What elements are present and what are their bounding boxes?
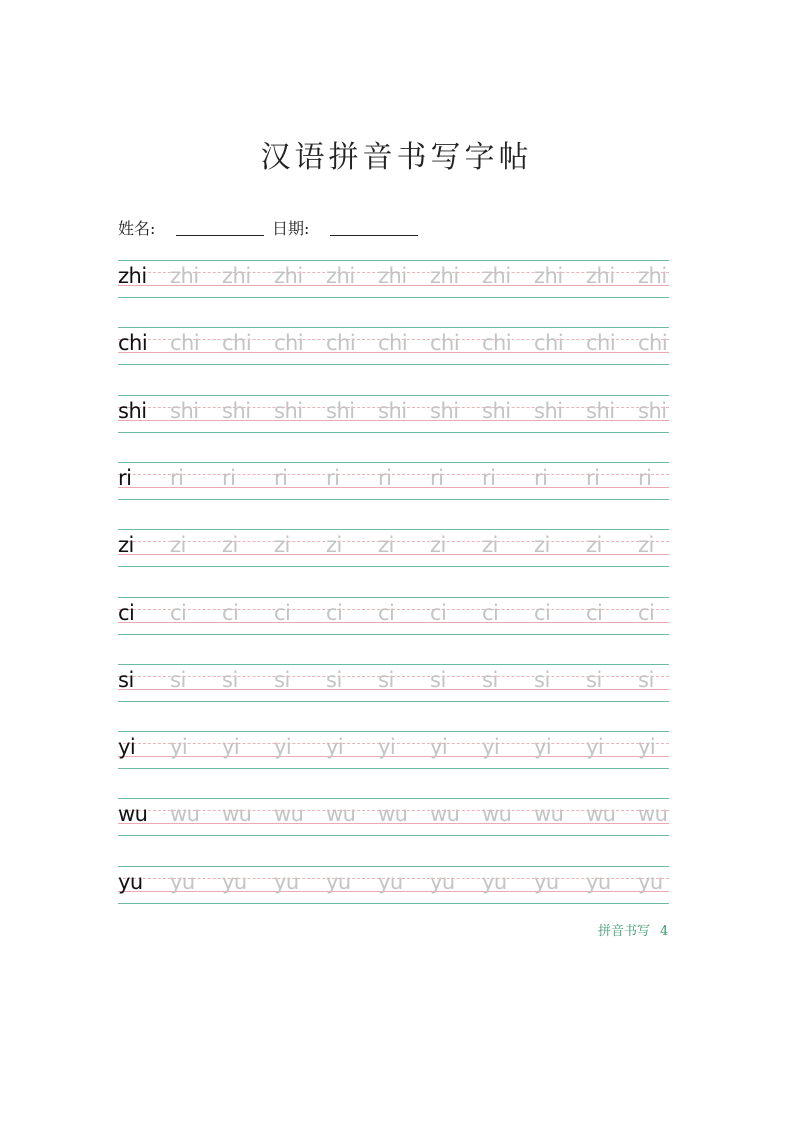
guide-line (118, 701, 669, 702)
trace-syllable: ri (638, 465, 652, 490)
trace-syllable: zhi (586, 264, 615, 288)
guide-line (118, 664, 669, 665)
trace-syllable: ri (430, 465, 444, 490)
trace-syllable: yu (378, 869, 403, 894)
trace-syllable: zhi (222, 264, 251, 288)
trace-syllable: wu (170, 802, 200, 827)
trace-syllable: zhi (378, 264, 407, 288)
trace-syllable: si (274, 667, 290, 692)
footer-label: 拼音书写 (598, 924, 651, 939)
trace-syllable: ci (482, 600, 499, 625)
trace-syllable: zhi (274, 264, 303, 288)
trace-syllable: wu (326, 802, 356, 827)
trace-syllable: shi (430, 398, 459, 423)
trace-syllable: yi (222, 735, 240, 760)
guide-line (118, 432, 669, 433)
guide-line (118, 731, 669, 732)
trace-syllable: zi (378, 533, 394, 558)
trace-syllable: zhi (638, 264, 667, 288)
practice-row (118, 731, 669, 769)
guide-line (118, 768, 669, 769)
trace-syllable: yu (638, 869, 663, 894)
worksheet-title: 汉语拼音书写字帖 (260, 140, 533, 175)
trace-syllable: chi (222, 331, 252, 356)
trace-syllable: shi (222, 398, 251, 423)
trace-syllable: chi (534, 331, 564, 356)
practice-row (118, 866, 669, 904)
practice-row (118, 395, 669, 433)
trace-syllable: shi (586, 398, 615, 423)
trace-syllable: ri (378, 465, 392, 490)
trace-syllable: yi (430, 735, 448, 760)
trace-syllable: ri (586, 465, 600, 490)
model-syllable: chi (118, 331, 148, 356)
trace-syllable: wu (222, 802, 252, 827)
trace-syllable: chi (326, 331, 356, 356)
trace-syllable: wu (430, 802, 460, 827)
model-syllable: wu (118, 802, 148, 827)
practice-row (118, 597, 669, 635)
trace-syllable: ci (638, 600, 655, 625)
trace-syllable: shi (274, 398, 303, 423)
trace-syllable: yi (378, 735, 396, 760)
page-number: 4 (660, 924, 669, 939)
practice-row (118, 462, 669, 500)
trace-syllable: chi (430, 331, 460, 356)
trace-syllable: yi (170, 735, 188, 760)
trace-syllable: yi (586, 735, 604, 760)
trace-syllable: ri (534, 465, 548, 490)
trace-syllable: yu (326, 869, 351, 894)
trace-syllable: yi (274, 735, 292, 760)
guide-line (118, 798, 669, 799)
trace-syllable: yu (222, 869, 247, 894)
trace-syllable: shi (326, 398, 355, 423)
trace-syllable: si (222, 667, 238, 692)
trace-syllable: ci (170, 600, 187, 625)
page-footer (598, 920, 668, 939)
trace-syllable: si (638, 667, 654, 692)
guide-line (118, 327, 669, 328)
trace-syllable: si (378, 667, 394, 692)
trace-syllable: chi (170, 331, 200, 356)
trace-syllable: yu (534, 869, 559, 894)
trace-syllable: shi (170, 398, 199, 423)
trace-syllable: wu (638, 802, 668, 827)
trace-syllable: zi (170, 533, 186, 558)
guide-line (118, 529, 669, 530)
guide-line (118, 297, 669, 298)
trace-syllable: yi (638, 735, 656, 760)
trace-syllable: ci (326, 600, 343, 625)
date-label: 日期: (272, 219, 310, 238)
model-syllable: zi (118, 533, 134, 558)
trace-syllable: yu (274, 869, 299, 894)
trace-syllable: ri (222, 465, 236, 490)
trace-syllable: chi (482, 331, 512, 356)
trace-syllable: yu (430, 869, 455, 894)
guide-line (118, 364, 669, 365)
trace-syllable: wu (534, 802, 564, 827)
trace-syllable: ri (170, 465, 184, 490)
trace-syllable: zi (534, 533, 550, 558)
name-label: 姓名: (118, 219, 156, 238)
trace-syllable: si (170, 667, 186, 692)
guide-line (118, 462, 669, 463)
trace-syllable: zhi (482, 264, 511, 288)
trace-syllable: zi (586, 533, 602, 558)
trace-syllable: zi (482, 533, 498, 558)
trace-syllable: si (482, 667, 498, 692)
trace-syllable: chi (274, 331, 304, 356)
trace-syllable: shi (482, 398, 511, 423)
trace-syllable: yi (326, 735, 344, 760)
guide-line (118, 903, 669, 904)
model-syllable: ci (118, 600, 135, 625)
trace-syllable: ci (586, 600, 603, 625)
trace-syllable: zhi (326, 264, 355, 288)
trace-syllable: zi (430, 533, 446, 558)
trace-syllable: ci (378, 600, 395, 625)
trace-syllable: ri (274, 465, 288, 490)
model-syllable: si (118, 667, 134, 692)
trace-syllable: ri (482, 465, 496, 490)
practice-row (118, 529, 669, 567)
guide-line (118, 395, 669, 396)
trace-syllable: wu (586, 802, 616, 827)
trace-syllable: zhi (534, 264, 563, 288)
trace-syllable: si (586, 667, 602, 692)
guide-line (118, 634, 669, 635)
model-syllable: yi (118, 735, 136, 760)
trace-syllable: zi (638, 533, 654, 558)
trace-syllable: si (534, 667, 550, 692)
practice-row (118, 327, 669, 365)
guide-line (118, 499, 669, 500)
trace-syllable: yu (586, 869, 611, 894)
trace-syllable: wu (482, 802, 512, 827)
trace-syllable: si (326, 667, 342, 692)
trace-syllable: ci (430, 600, 447, 625)
practice-row (118, 260, 669, 298)
trace-syllable: yu (170, 869, 195, 894)
guide-line (118, 566, 669, 567)
trace-syllable: wu (274, 802, 304, 827)
trace-syllable: ci (534, 600, 551, 625)
trace-syllable: chi (378, 331, 408, 356)
trace-syllable: shi (534, 398, 563, 423)
trace-syllable: zi (222, 533, 238, 558)
trace-syllable: zhi (170, 264, 199, 288)
trace-syllable: wu (378, 802, 408, 827)
model-syllable: ri (118, 465, 132, 490)
trace-syllable: ri (326, 465, 340, 490)
trace-syllable: shi (378, 398, 407, 423)
guide-line (118, 597, 669, 598)
model-syllable: shi (118, 398, 147, 423)
trace-syllable: zhi (430, 264, 459, 288)
date-blank[interactable] (330, 235, 418, 236)
guide-line (118, 260, 669, 261)
trace-syllable: shi (638, 398, 667, 423)
trace-syllable: zi (274, 533, 290, 558)
trace-syllable: yi (534, 735, 552, 760)
trace-syllable: si (430, 667, 446, 692)
practice-row (118, 798, 669, 836)
trace-syllable: chi (586, 331, 616, 356)
model-syllable: yu (118, 869, 143, 894)
trace-syllable: yu (482, 869, 507, 894)
guide-line (118, 866, 669, 867)
trace-syllable: chi (638, 331, 668, 356)
trace-syllable: yi (482, 735, 500, 760)
guide-line (118, 835, 669, 836)
practice-row (118, 664, 669, 702)
name-blank[interactable] (176, 235, 264, 236)
trace-syllable: zi (326, 533, 342, 558)
trace-syllable: ci (274, 600, 291, 625)
trace-syllable: ci (222, 600, 239, 625)
model-syllable: zhi (118, 264, 147, 288)
